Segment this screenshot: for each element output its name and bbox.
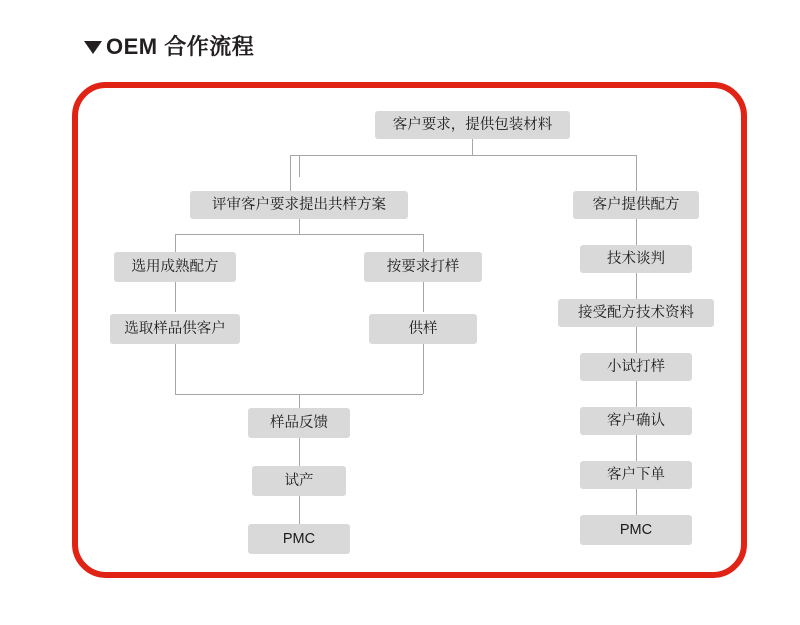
connector bbox=[636, 489, 637, 515]
page-title bbox=[84, 30, 254, 61]
connector bbox=[299, 496, 300, 524]
connector bbox=[175, 344, 176, 394]
connector bbox=[636, 155, 637, 191]
connector bbox=[423, 282, 424, 312]
flow-node[interactable]: 样品反馈 bbox=[248, 408, 350, 438]
connector bbox=[472, 139, 473, 155]
flow-node[interactable]: 供样 bbox=[369, 314, 477, 344]
connector bbox=[636, 327, 637, 353]
connector bbox=[290, 155, 291, 191]
triangle-down-icon bbox=[84, 41, 102, 54]
flow-node[interactable]: 试产 bbox=[252, 466, 346, 496]
connector bbox=[636, 381, 637, 407]
connector bbox=[299, 155, 300, 177]
connector bbox=[299, 394, 300, 408]
flow-node[interactable]: 客户确认 bbox=[580, 407, 692, 435]
flow-node[interactable]: 评审客户要求提出共样方案 bbox=[190, 191, 408, 219]
flow-node[interactable]: 接受配方技术资料 bbox=[558, 299, 714, 327]
connector bbox=[423, 344, 424, 394]
flow-node[interactable]: 客户下单 bbox=[580, 461, 692, 489]
connector bbox=[175, 234, 423, 235]
flow-node[interactable]: PMC bbox=[580, 515, 692, 545]
flow-node[interactable]: 客户要求，提供包装材料 bbox=[375, 111, 570, 139]
flow-node[interactable]: 选用成熟配方 bbox=[114, 252, 236, 282]
connector bbox=[290, 155, 636, 156]
connector bbox=[636, 273, 637, 299]
connector bbox=[175, 234, 176, 252]
flowchart bbox=[72, 82, 747, 578]
flow-node[interactable]: 按要求打样 bbox=[364, 252, 482, 282]
flow-node[interactable]: PMC bbox=[248, 524, 350, 554]
connector bbox=[299, 438, 300, 466]
connector bbox=[636, 219, 637, 245]
flow-node[interactable]: 技术谈判 bbox=[580, 245, 692, 273]
connector bbox=[423, 234, 424, 252]
flow-node[interactable]: 选取样品供客户 bbox=[110, 314, 240, 344]
connector bbox=[175, 282, 176, 312]
flow-node[interactable]: 小试打样 bbox=[580, 353, 692, 381]
flow-node[interactable]: 客户提供配方 bbox=[573, 191, 699, 219]
connector bbox=[636, 435, 637, 461]
page-title-text: OEM 合作流程 bbox=[106, 34, 255, 59]
